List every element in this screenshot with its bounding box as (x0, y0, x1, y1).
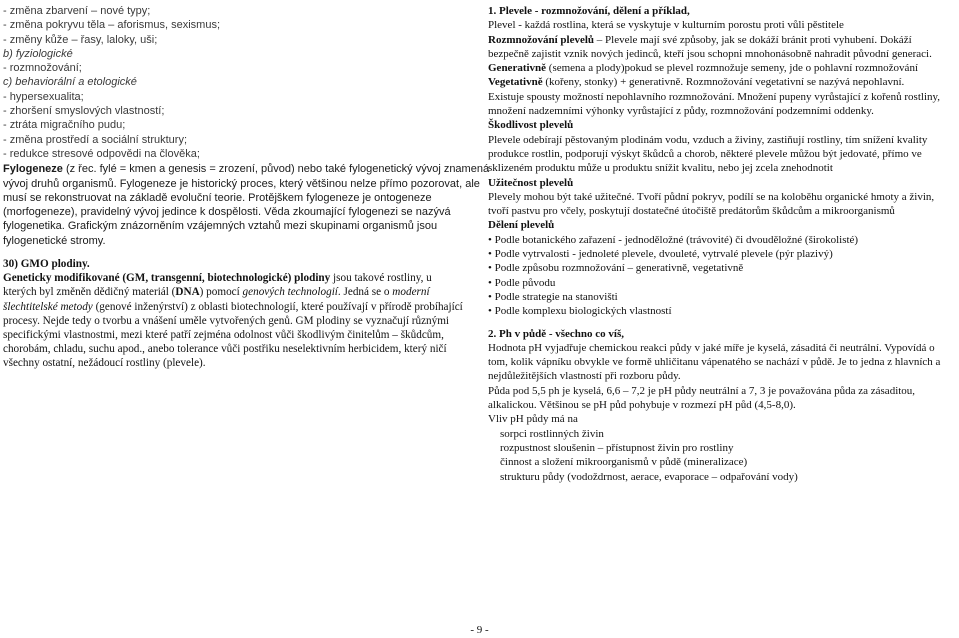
plevele-heading: 1. Plevele - rozmnožování, dělení a příklad, (488, 5, 690, 17)
deleni-bullet: • Podle vytrvalosti - jednoleté plevele, dvouleté, vytrvalé plevele (pýr plazivý) (488, 247, 954, 261)
breeding-methods: šlechtitelské metody (3, 300, 93, 313)
gmo-paragraph (3, 271, 469, 370)
deleni-bullet: • Podle strategie na stanovišti (488, 290, 954, 304)
vegetativne-term: Vegetativně (488, 76, 543, 89)
gmo-line: specifickými vlastnostmi, mezi které patří zejména odolnost vůči škodlivým činitelům – škůdcům, (3, 329, 444, 342)
left-column (3, 4, 490, 371)
fylogeneze-line (3, 219, 469, 233)
ph-line: alkalickou. Většinou se pH půd pohybuje v rozmezí pH půd (4,5-8,0). (488, 399, 796, 412)
fylogeneze-term: Fylogeneze (3, 163, 63, 176)
nepohlavni-paragraph (488, 90, 954, 119)
ph-paragraph (488, 341, 954, 427)
rozmnozovani-line-2: bezpečně zajistit vznik nových jedinců, kteří jsou schopni mnohonásobně nahradit původní generaci. (488, 47, 932, 60)
generativne-term: Generativně (488, 62, 547, 75)
ph-influence-item: rozpustnost sloušenin – přístupnost živin pro rostliny (500, 441, 734, 454)
ph-heading: 2. Ph v půdě - všechno co víš, (488, 327, 624, 340)
trait-item: b) fyziologické (3, 47, 73, 60)
deleni-heading: Dělení plevelů (488, 219, 555, 232)
trait-item: - změna prostředí a sociální struktury; (3, 133, 188, 146)
right-column (488, 4, 954, 484)
gmo-rest (3, 314, 469, 371)
gene-tech-link: genových technologií (242, 286, 338, 299)
ph-line: tom, kolik vápníku obvykle ve formě uhličitanu vápenatého se nachází v půdě. Je to jedna z hlavních a (488, 356, 941, 369)
ph-line: Vliv pH půdy má na (488, 413, 578, 426)
ph-influence-list (488, 427, 954, 484)
fylogeneze-line (3, 162, 490, 176)
trait-item: - změna zbarvení – nové typy; (3, 5, 151, 17)
fylogeneze-line (3, 205, 469, 219)
fylogeneze-line (3, 177, 480, 191)
gmo-line: procesy. Nejde tedy o tvorbu a vnášení uměle vytvořených genů. GM plodiny se vyznačují různými (3, 314, 450, 327)
uzitecnost-paragraph (488, 190, 954, 219)
trait-item: - redukce stresové odpovědi na člověka; (3, 147, 200, 160)
fylogeneze-text: musí se rekonstruovat na základě evoluční teorie. Protějškem fylogeneze je ontogeneze (3, 191, 432, 204)
plevel-definition (488, 18, 954, 32)
trait-item: - změna pokryvu těla – aforismus, sexismus; (3, 19, 221, 32)
nepohlavni-line: Existuje spousty možností nepohlavního rozmnožování. Množení pupeny vyrůstající z kořenů rostliny, (488, 90, 941, 103)
fylogeneze-text: (z řec. fylé = kmen a genesis = zrození, původ) nebo také fylogenetický vývoj znamená (62, 163, 490, 176)
deleni-bullet: • Podle způsobu rozmnožování – generativně, vegetativně (488, 261, 954, 275)
uzitecnost-line: tvoří pastvu pro včely, poskytují dostatečné útočiště predátorům škůdcům a mikroorganismů (488, 205, 895, 218)
fylogeneze-line (3, 234, 469, 248)
generativne-text: (semena a plody)pokud se plevel rozmnožuje semeny, jde o pohlavní rozmnožování (546, 62, 919, 75)
fylogeneze-text: fylogenetické stromy. (3, 234, 106, 247)
fylogeneze-text: fylogenetika. Grafickým znázorněním vzájemných vztahů mezi skupinami organismů jsou (3, 220, 438, 233)
deleni-bullet: • Podle komplexu biologických vlastností (488, 304, 954, 318)
gmo-heading: 30) GMO plodiny. (3, 258, 90, 271)
skodlivost-line: produkce rostlin, podporují výskyt škůdců a chorob, některé plevele můžou být jedovaté, přímo ve (488, 147, 922, 160)
uzitecnost-heading: Užitečnost plevelů (488, 176, 574, 189)
page-number: - 9 - (470, 624, 489, 636)
trait-item: - změny kůže – řasy, laloky, uši; (3, 33, 158, 46)
skodlivost-heading: Škodlivost plevelů (488, 119, 574, 132)
rozmnozovani-term: Rozmnožování plevelů (488, 33, 595, 46)
trait-list (3, 4, 469, 161)
fylogeneze-line (3, 191, 469, 205)
gmo-line-2d: moderní (392, 286, 430, 299)
trait-item: - ztráta migračního pudu; (3, 119, 126, 132)
fylogeneze-text: (morfogeneze), pravidelný vývoj jedince k dospělosti. Věda zkoumající fylogenezi se nazývá (3, 206, 451, 219)
plevel-definition-line: Plevel - každá rostlina, která se vyskytuje v kulturním porostu proti vůli pěstitele (488, 19, 844, 32)
ph-line: nejdůležitějších vlastností při rozboru půdy. (488, 370, 681, 383)
vegetativne-text: (kořeny, stonky) + generativně. Rozmnožování vegetativní se nazývá nepohlavní. (542, 76, 905, 89)
gmo-line-2c: . Jedná se o (337, 286, 393, 299)
trait-item: - zhoršení smyslových vlastností; (3, 105, 165, 118)
nepohlavni-line: množení nadzemními výhonky vyrůstající z půdy, rozmnožování podzemními oddenky. (488, 105, 874, 118)
ph-influence-item: sorpci rostlinných živin (500, 427, 604, 440)
trait-item: - hypersexualita; (3, 90, 84, 103)
deleni-list (488, 233, 954, 319)
gmo-line-3: (genové inženýrství) z oblasti biotechnologií, které používají v přírodě probíhající (92, 300, 463, 313)
ph-influence-item: činnost a složení mikroorganismů v půdě (mineralizace) (500, 456, 748, 469)
deleni-bullet: • Podle původu (488, 276, 954, 290)
rozmnozovani-text: – Plevele mají své způsoby, jak se dokáží bránit proti vyhubení. Dokáží (594, 33, 912, 46)
ph-influence-item: strukturu půdy (vodoždrnost, aerace, evaporace – odpařování vody) (500, 470, 798, 483)
dna-term: DNA (175, 286, 200, 299)
gmo-line: chorobám, chladu, suchu apod., anebo tolerance vůči postřiku neselektivním herbicidem, který ničí (3, 343, 447, 356)
gmo-line-2a: kterých byl změněn dědičný materiál ( (3, 286, 176, 299)
deleni-bullet: • Podle botanického zařazení - jednoděložné (trávovité) či dvouděložné (širokolisté) (488, 233, 954, 247)
skodlivost-line: sklizeném produktu může u produktu snížit kvalitu, nebo jej zcela znehodnotit (488, 162, 833, 175)
fylogeneze-paragraph (3, 162, 490, 248)
skodlivost-paragraph (488, 133, 954, 176)
trait-item: c) behaviorální a etologické (3, 76, 137, 89)
ph-line: Půda pod 5,5 ph je kyselá, 6,6 – 7,2 je pH půdy neutrální a 7, 3 je považována půda za zásaditou, (488, 384, 916, 397)
gmo-line: všechny ostatní, nežádoucí rostliny (plevele). (3, 357, 206, 370)
ph-line: Hodnota pH vyjadřuje chemickou reakci půdy v jaké míře je kyselá, zásaditá či neutrální. Vypovídá o (488, 341, 935, 354)
fylogeneze-text: vývoj druhů organismů. Fylogeneze je historický proces, který většinou nelze přímo pozorovat, ale (3, 177, 480, 190)
uzitecnost-line: Plevely mohou být také užitečné. Tvoří půdní pokryv, podílí se na koloběhu organické hmoty a živin, (488, 190, 935, 203)
trait-item: - rozmnožování; (3, 62, 82, 75)
gmo-term: Geneticky modifikované (GM, transgenní, biotechnologické) plodiny (3, 272, 331, 285)
gmo-line-1: jsou takové rostliny, u (330, 272, 432, 285)
gmo-line-2b: ) pomocí (199, 286, 243, 299)
skodlivost-line: Plevele odebírají pěstovaným plodinám vodu, vzduch a živiny, zastiňují rostliny, tím snížení kvality (488, 133, 928, 146)
